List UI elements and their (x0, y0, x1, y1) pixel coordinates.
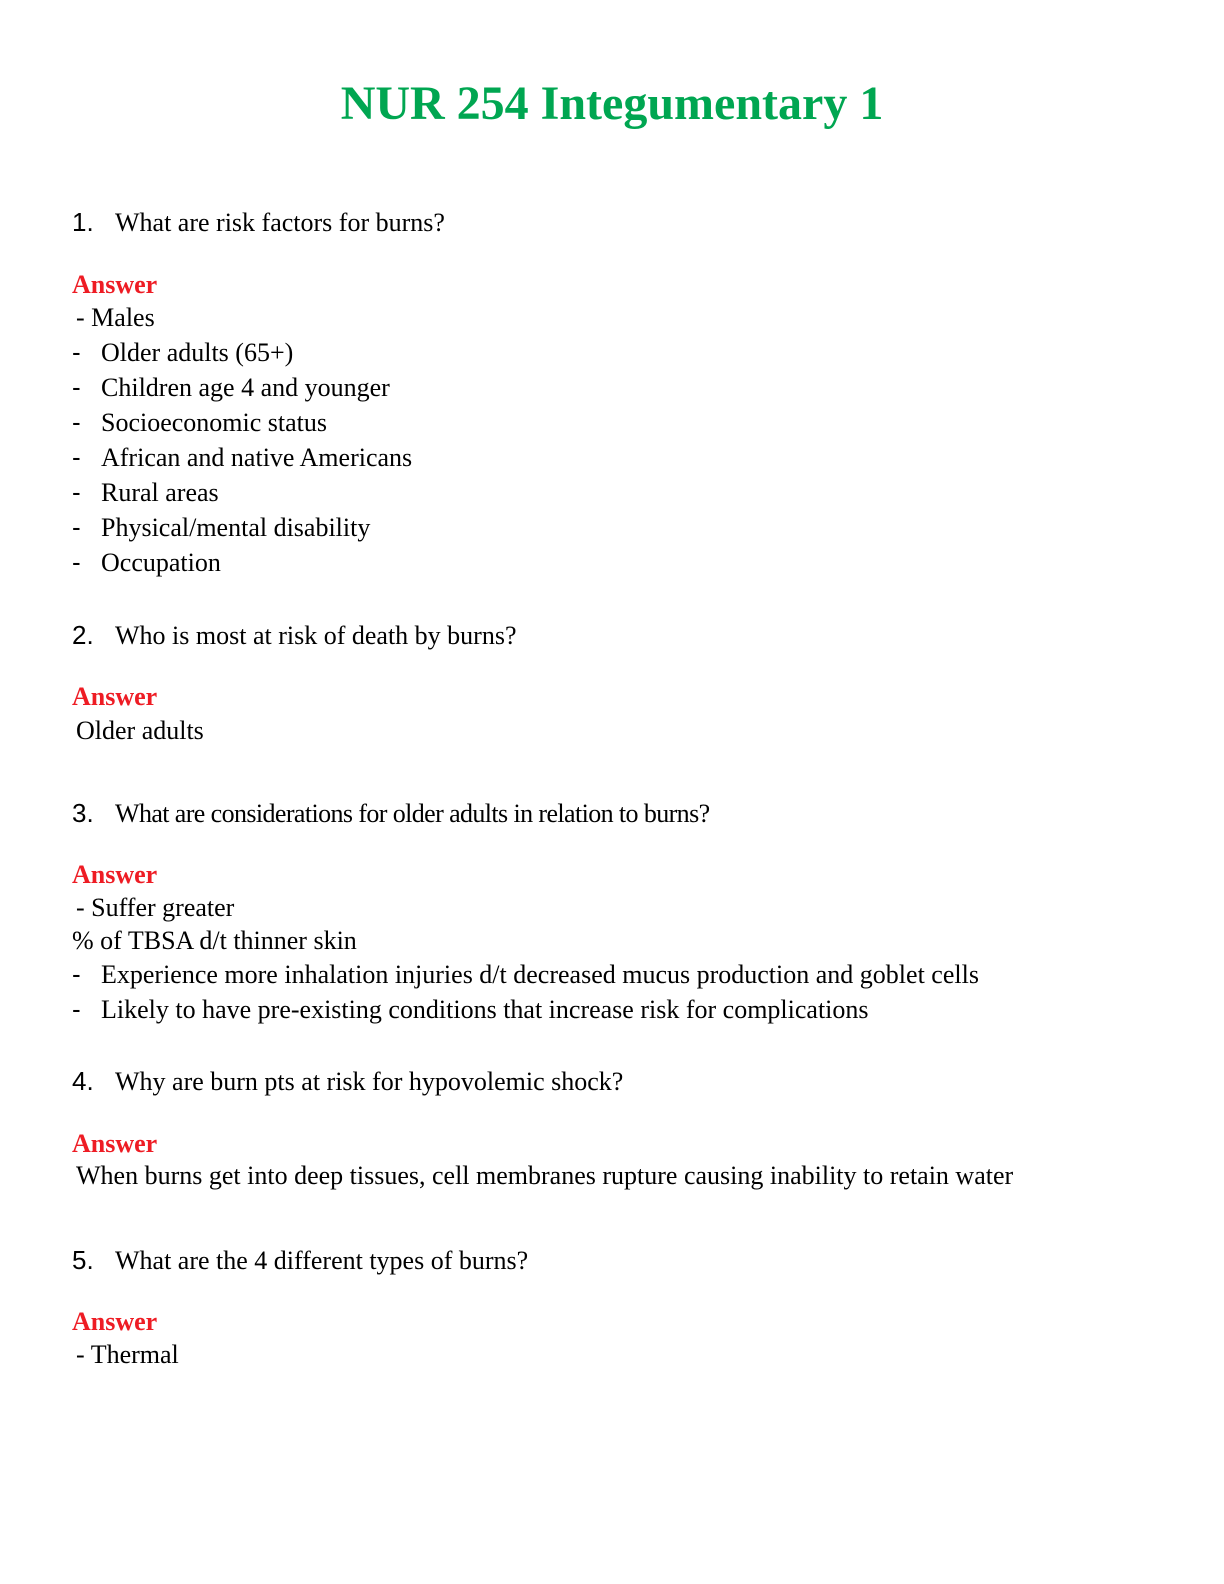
bullet-dash: - (72, 337, 81, 367)
answer-bullet (72, 371, 390, 404)
answer-bullet (72, 476, 219, 509)
answer-label: Answer (72, 860, 158, 889)
question-text: Who is most at risk of death by burns? (115, 621, 517, 650)
bullet-text: Rural areas (101, 478, 219, 507)
bullet-text: Physical/mental disability (101, 513, 371, 542)
question-number: 2. (72, 620, 94, 650)
bullet-text: Likely to have pre-existing conditions that increase risk for complications (101, 995, 869, 1024)
question-text: What are considerations for older adults in relation to burns? (115, 799, 710, 828)
bullet-dash: - (72, 442, 81, 472)
question-3 (72, 797, 710, 830)
bullet-dash: - (72, 994, 81, 1024)
answer-label: Answer (72, 1307, 158, 1336)
question-2 (72, 619, 517, 652)
question-number: 4. (72, 1066, 94, 1096)
question-5 (72, 1244, 528, 1277)
answer-line: % of TBSA d/t thinner skin (72, 926, 357, 955)
bullet-text: Children age 4 and younger (101, 373, 390, 402)
answer-line: - Thermal (76, 1340, 179, 1369)
bullet-dash: - (72, 372, 81, 402)
answer-bullet (72, 336, 293, 369)
bullet-dash: - (72, 512, 81, 542)
bullet-dash: - (72, 477, 81, 507)
bullet-text: Occupation (101, 548, 221, 577)
question-number: 1. (72, 207, 94, 237)
bullet-dash: - (72, 547, 81, 577)
question-4 (72, 1065, 623, 1098)
bullet-dash: - (72, 959, 81, 989)
question-1 (72, 206, 445, 239)
bullet-text: Experience more inhalation injuries d/t decreased mucus production and goblet cells (101, 960, 979, 989)
answer-label: Answer (72, 270, 158, 299)
question-text: What are the 4 different types of burns? (115, 1246, 529, 1275)
bullet-text: African and native Americans (101, 443, 413, 472)
question-number: 3. (72, 798, 94, 828)
answer-bullet (72, 511, 370, 544)
answer-bullet (72, 406, 327, 439)
bullet-text: Socioeconomic status (101, 408, 328, 437)
answer-bullet (72, 958, 979, 991)
answer-line: - Suffer greater (76, 893, 235, 922)
answer-bullet (72, 993, 869, 1026)
answer-line: Older adults (76, 716, 204, 745)
bullet-text: Older adults (65+) (101, 338, 294, 367)
page-title: NUR 254 Integumentary 1 (340, 77, 884, 130)
answer-label: Answer (72, 682, 158, 711)
answer-bullet (72, 546, 221, 579)
question-text: What are risk factors for burns? (115, 208, 445, 237)
answer-line: - Males (76, 303, 155, 332)
question-text: Why are burn pts at risk for hypovolemic shock? (115, 1067, 624, 1096)
bullet-dash: - (72, 407, 81, 437)
answer-label: Answer (72, 1129, 158, 1158)
question-number: 5. (72, 1245, 94, 1275)
answer-line: When burns get into deep tissues, cell membranes rupture causing inability to retain water (76, 1161, 1014, 1190)
answer-bullet (72, 441, 412, 474)
